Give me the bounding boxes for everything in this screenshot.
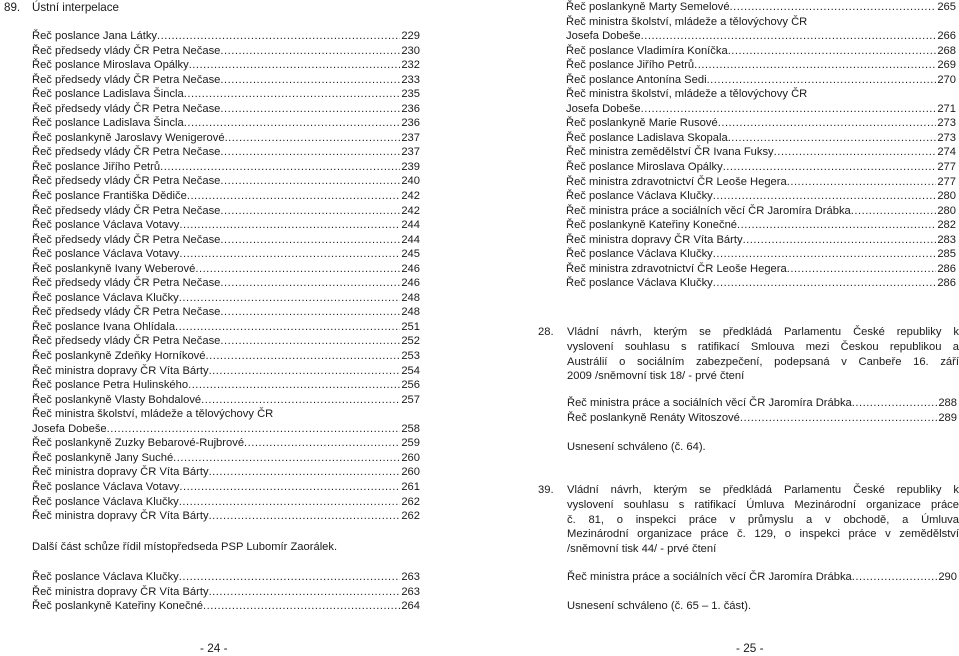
toc-page-number: 259 [401, 437, 420, 450]
toc-entry [566, 58, 956, 73]
toc-entry [32, 393, 420, 408]
toc-entry [566, 233, 956, 248]
toc-leader-dots [244, 436, 400, 451]
toc-leader-dots [220, 334, 400, 349]
toc-entry-text: Řeč poslankyně Ivany Weberové [32, 262, 196, 275]
toc-entry [32, 189, 420, 204]
toc-page-number: 265 [937, 1, 956, 13]
toc-entry-text: Řeč ministra dopravy ČR Víta Bárty [32, 364, 209, 377]
toc-entry-text: Řeč poslance Václava Votavy [32, 248, 180, 261]
toc-entry-text: Řeč předsedy vlády ČR Petra Nečase [32, 44, 221, 57]
toc-entry [32, 145, 420, 160]
agenda-item-title [567, 483, 959, 557]
toc-entry [32, 29, 420, 44]
toc-entry [566, 262, 956, 277]
agenda-item-title-line: vyslovení souhlasu s ratifikací Smlouva mezi Českou republikou a [567, 340, 959, 353]
toc-leader-dots [728, 44, 937, 59]
toc-entry [566, 87, 956, 102]
toc-leader-dots [220, 174, 400, 189]
toc-leader-dots [179, 291, 401, 306]
toc-entry [32, 44, 420, 59]
toc-entry-text: Řeč poslankyně Kateřiny Konečné [566, 219, 738, 232]
toc-entry-text: Řeč poslance Miroslava Opálky [32, 59, 189, 72]
toc-leader-dots [220, 44, 400, 59]
agenda-item-title-line: Mezinárodní organizace práce č. 129, o inspekci práce v zemědělství [567, 528, 959, 541]
toc-entry [566, 44, 956, 59]
toc-page-number: 260 [401, 451, 420, 464]
toc-entry-text: Řeč poslankyně Vlasty Bohdalové [32, 393, 202, 406]
toc-entry [32, 233, 420, 248]
toc-entry-text: Řeč poslance Františka Dědiče [32, 190, 187, 203]
toc-page-number: 232 [401, 59, 420, 72]
toc-entry-text: Řeč předsedy vlády ČR Petra Nečase [32, 204, 221, 217]
toc-entry [32, 599, 420, 614]
toc-page-number: 252 [401, 335, 420, 348]
toc-page-number: 266 [937, 30, 956, 43]
toc-entry-text: Řeč poslance Václava Klučky [566, 277, 713, 290]
toc-entry-text: Řeč poslance Petra Hulinského [32, 379, 189, 392]
toc-entry-text: Řeč předsedy vlády ČR Petra Nečase [32, 102, 221, 115]
toc-entry [566, 276, 956, 291]
toc-page-number: 270 [937, 73, 956, 86]
toc-entry-text: Řeč poslance Vladimíra Koníčka [566, 44, 728, 57]
toc-leader-dots [179, 495, 401, 510]
toc-leader-dots [707, 73, 937, 88]
toc-entry-text: Řeč ministra dopravy ČR Víta Bárty [32, 585, 209, 598]
agenda-item-title-line: Vládní návrh, kterým se předkládá Parlamentu České republiky k [567, 484, 959, 496]
toc-entry-text: Řeč poslance Jiřího Petrů [566, 59, 695, 72]
toc-page-number: 274 [937, 146, 956, 159]
toc-page-number: 262 [401, 510, 420, 523]
toc-leader-dots [718, 116, 937, 131]
toc-page-number: 253 [401, 350, 420, 363]
toc-page-number: 260 [401, 466, 420, 479]
toc-leader-dots [209, 465, 401, 480]
toc-entry-text: Řeč předsedy vlády ČR Petra Nečase [32, 146, 221, 159]
toc-leader-dots [220, 305, 400, 320]
toc-page-number: 271 [937, 102, 956, 115]
toc-page-number: 288 [938, 397, 957, 409]
toc-page-number: 269 [937, 59, 956, 72]
toc-entry-text: Řeč poslankyně Jany Suché [32, 451, 174, 464]
toc-entry-text: Řeč poslance Václava Klučky [32, 291, 179, 304]
toc-leader-dots [188, 378, 400, 393]
toc-page-number: 251 [401, 320, 420, 333]
toc-entry [566, 145, 956, 160]
toc-entry-text: Řeč poslankyně Marty Semelové [566, 1, 730, 13]
agenda-item-number: 39. [538, 484, 554, 496]
toc-page-number: 254 [401, 364, 420, 377]
left-entry-list-b [32, 570, 420, 614]
toc-leader-dots [220, 204, 400, 219]
toc-leader-dots [184, 87, 401, 102]
toc-entry-text: Řeč ministra školství, mládeže a tělovýchovy ČR [566, 88, 808, 101]
toc-page-number: 263 [401, 585, 420, 598]
toc-entry [32, 131, 420, 146]
toc-page-number: 264 [401, 600, 420, 613]
toc-entry [32, 102, 420, 117]
toc-entry-text: Řeč předsedy vlády ČR Petra Nečase [32, 175, 221, 188]
toc-leader-dots [179, 218, 400, 233]
toc-entry-text: Řeč poslance Ladislava Skopala [566, 131, 728, 144]
toc-page-number: 268 [937, 44, 956, 57]
toc-leader-dots [175, 320, 400, 335]
toc-entry [32, 87, 420, 102]
toc-page-number: 285 [937, 248, 956, 261]
item-39-entries [567, 570, 957, 585]
toc-entry [566, 116, 956, 131]
toc-page-number: 236 [401, 102, 420, 115]
toc-entry [32, 160, 420, 175]
toc-entry-text: Řeč poslankyně Marie Rusové [566, 117, 718, 130]
agenda-item-title [567, 325, 959, 384]
agenda-item-title-line: /sněmovní tisk 44/ - prvé čtení [567, 543, 717, 556]
toc-leader-dots [203, 599, 400, 614]
toc-leader-dots [206, 349, 401, 364]
toc-entry [566, 247, 956, 262]
toc-entry [567, 411, 957, 426]
toc-page-number: 246 [401, 262, 420, 275]
toc-leader-dots [173, 451, 400, 466]
toc-leader-dots [209, 585, 401, 600]
toc-leader-dots [160, 160, 400, 175]
toc-leader-dots [787, 175, 937, 190]
toc-entry [32, 276, 420, 291]
toc-leader-dots [730, 0, 937, 15]
agenda-item-title-line: Vládní návrh, kterým se předkládá Parlamentu České republiky k [567, 326, 959, 338]
toc-entry [32, 407, 420, 422]
agenda-item-title-line: Austrálií o sociálním zabezpečení, podepsaná v Canbeře 16. září [567, 355, 959, 368]
chair-note: Další část schůze řídil místopředseda PSP Lubomír Zaorálek. [32, 541, 338, 553]
toc-entry-text: Řeč poslance Václava Votavy [32, 480, 180, 493]
toc-leader-dots [220, 276, 400, 291]
toc-leader-dots [179, 570, 401, 585]
toc-entry [566, 160, 956, 175]
toc-entry-text: Řeč ministra dopravy ČR Víta Bárty [32, 510, 209, 523]
toc-page-number: 244 [401, 233, 420, 246]
toc-page-number: 229 [401, 30, 420, 42]
toc-entry [566, 204, 956, 219]
toc-entry [32, 465, 420, 480]
toc-leader-dots [641, 102, 937, 117]
item-28-entries [567, 396, 957, 425]
toc-entry-text: Josefa Dobeše [32, 422, 107, 435]
toc-leader-dots [740, 411, 937, 426]
toc-entry-text: Řeč poslankyně Zdeňky Horníkové [32, 350, 206, 363]
toc-entry [32, 495, 420, 510]
section-title: Ústní interpelace [32, 1, 119, 14]
toc-leader-dots [723, 160, 937, 175]
toc-page-number: 273 [937, 117, 956, 130]
toc-entry [566, 15, 956, 30]
toc-entry-text: Řeč předsedy vlády ČR Petra Nečase [32, 233, 221, 246]
toc-leader-dots [774, 145, 937, 160]
toc-entry [32, 509, 420, 524]
toc-entry [566, 189, 956, 204]
toc-leader-dots [187, 189, 400, 204]
toc-entry [32, 291, 420, 306]
toc-leader-dots [179, 480, 400, 495]
toc-entry [566, 218, 956, 233]
toc-entry [567, 396, 957, 411]
toc-entry [566, 102, 956, 117]
toc-entry-text: Řeč poslankyně Renáty Witoszové [567, 411, 740, 424]
toc-entry-text: Řeč ministra práce a sociálních věcí ČR Jaromíra Drábka [566, 204, 851, 217]
toc-leader-dots [713, 247, 937, 262]
toc-entry-text: Řeč ministra práce a sociálních věcí ČR Jaromíra Drábka [567, 397, 852, 409]
toc-page-number: 256 [401, 379, 420, 392]
toc-page-number: 286 [937, 277, 956, 290]
toc-entry-text: Josefa Dobeše [566, 30, 641, 43]
toc-page-number: 258 [401, 422, 420, 435]
toc-entry [566, 0, 956, 15]
toc-entry [567, 570, 957, 585]
toc-leader-dots [641, 29, 937, 44]
toc-entry-text: Řeč poslance Václava Klučky [566, 248, 713, 261]
toc-entry-text: Řeč předsedy vlády ČR Petra Nečase [32, 277, 221, 290]
toc-entry [32, 73, 420, 88]
toc-page-number: 289 [938, 411, 957, 424]
agenda-item-number: 28. [538, 326, 554, 338]
toc-entry [32, 349, 420, 364]
toc-entry-text: Josefa Dobeše [566, 102, 641, 115]
toc-leader-dots [184, 116, 401, 131]
toc-entry-text: Řeč poslankyně Kateřiny Konečné [32, 600, 204, 613]
toc-entry [32, 334, 420, 349]
toc-page-number: 242 [401, 204, 420, 217]
toc-entry [32, 204, 420, 219]
toc-entry [32, 218, 420, 233]
toc-entry [566, 29, 956, 44]
toc-page-number: 248 [401, 306, 420, 319]
toc-entry-text: Řeč ministra zemědělství ČR Ivana Fuksy [566, 146, 774, 159]
toc-page-number: 257 [401, 393, 420, 406]
toc-page-number: 280 [937, 190, 956, 203]
toc-leader-dots [107, 422, 401, 437]
toc-entry-text: Řeč předsedy vlády ČR Petra Nečase [32, 306, 221, 319]
toc-entry-text: Řeč předsedy vlády ČR Petra Nečase [32, 73, 221, 86]
right-entry-list-a [566, 0, 956, 291]
toc-entry-text: Řeč poslance Antonína Sedi [566, 73, 707, 86]
toc-leader-dots [201, 393, 400, 408]
toc-leader-dots [852, 396, 938, 411]
toc-page-number: 236 [401, 117, 420, 130]
section-number: 89. [4, 1, 21, 14]
toc-entry-text: Řeč ministra školství, mládeže a tělovýchovy ČR [32, 408, 274, 421]
toc-leader-dots [225, 131, 401, 146]
item-28-resolution: Usnesení schváleno (č. 64). [567, 441, 706, 453]
toc-page-number: 237 [401, 131, 420, 144]
toc-page-number: 263 [401, 571, 420, 583]
toc-leader-dots [209, 509, 401, 524]
toc-entry-text: Řeč poslance Jiřího Petrů [32, 160, 161, 173]
toc-entry [566, 73, 956, 88]
toc-page-number: 248 [401, 291, 420, 304]
toc-leader-dots [713, 276, 937, 291]
toc-entry-text: Řeč poslance Jana Látky [32, 30, 158, 42]
toc-entry-text: Řeč ministra dopravy ČR Víta Bárty [32, 466, 209, 479]
toc-page-number: 244 [401, 219, 420, 232]
toc-leader-dots [220, 145, 400, 160]
toc-leader-dots [220, 102, 400, 117]
toc-entry-text: Řeč poslance Ivana Ohlídala [32, 320, 176, 333]
toc-entry [32, 480, 420, 495]
toc-page-number: 240 [401, 175, 420, 188]
toc-entry [32, 585, 420, 600]
toc-entry-text: Řeč poslankyně Jaroslavy Wenigerové [32, 131, 225, 144]
toc-leader-dots [195, 262, 400, 277]
toc-entry [32, 58, 420, 73]
toc-entry [32, 262, 420, 277]
toc-entry [566, 131, 956, 146]
toc-leader-dots [157, 29, 400, 44]
toc-leader-dots [220, 73, 400, 88]
toc-entry [32, 174, 420, 189]
toc-leader-dots [852, 570, 938, 585]
toc-entry [32, 305, 420, 320]
toc-entry-text: Řeč poslance Václava Klučky [32, 495, 179, 508]
toc-leader-dots [694, 58, 936, 73]
toc-leader-dots [737, 218, 936, 233]
agenda-item-title-line: vyslovení souhlasu s ratifikací Úmluva Mezinárodní organizace práce [567, 498, 959, 511]
toc-page-number: 286 [937, 262, 956, 275]
toc-entry-text: Řeč ministra zdravotnictví ČR Leoše Hegera [566, 262, 787, 275]
section-heading [4, 1, 119, 14]
toc-entry-text: Řeč poslance Miroslava Opálky [566, 161, 723, 174]
toc-page-number: 277 [937, 175, 956, 188]
toc-leader-dots [851, 204, 937, 219]
toc-page-number: 290 [938, 571, 957, 583]
toc-page-number: 282 [937, 219, 956, 232]
toc-page-number: 262 [401, 495, 420, 508]
toc-leader-dots [728, 131, 937, 146]
toc-leader-dots [220, 233, 400, 248]
toc-entry-text: Řeč poslance Václava Votavy [32, 219, 180, 232]
toc-page-number: 233 [401, 73, 420, 86]
item-39-resolution: Usnesení schváleno (č. 65 – 1. část). [567, 600, 752, 612]
toc-entry-text: Řeč předsedy vlády ČR Petra Nečase [32, 335, 221, 348]
toc-page-number: 277 [937, 161, 956, 174]
toc-page-number: 235 [401, 88, 420, 101]
toc-entry [32, 364, 420, 379]
toc-leader-dots [179, 247, 400, 262]
page-number-left: - 24 - [200, 641, 228, 655]
toc-page-number: 273 [937, 131, 956, 144]
page-number-right: - 25 - [736, 641, 764, 655]
agenda-item-title-line: č. 81, o inspekci práce v průmyslu a v obchodě, a Úmluva [567, 513, 959, 526]
agenda-item-title-line: 2009 /sněmovní tisk 18/ - prvé čtení [567, 370, 745, 383]
toc-entry [32, 436, 420, 451]
toc-page-number: 245 [401, 248, 420, 261]
toc-entry [32, 378, 420, 393]
toc-leader-dots [189, 58, 401, 73]
left-entry-list-a [32, 29, 420, 524]
toc-leader-dots [713, 189, 937, 204]
toc-entry [32, 320, 420, 335]
toc-page-number: 280 [937, 204, 956, 217]
toc-page-number: 239 [401, 160, 420, 173]
toc-entry-text: Řeč ministra zdravotnictví ČR Leoše Hegera [566, 175, 787, 188]
toc-entry [566, 175, 956, 190]
toc-leader-dots [743, 233, 937, 248]
toc-entry-text: Řeč ministra školství, mládeže a tělovýchovy ČR [566, 15, 808, 28]
toc-entry-text: Řeč ministra práce a sociálních věcí ČR Jaromíra Drábka [567, 571, 852, 583]
toc-entry [32, 247, 420, 262]
toc-entry-text: Řeč poslance Ladislava Šincla [32, 88, 184, 101]
toc-entry-text: Řeč poslance Václava Klučky [32, 571, 179, 583]
toc-page-number: 246 [401, 277, 420, 290]
toc-page-number: 242 [401, 190, 420, 203]
toc-leader-dots [787, 262, 937, 277]
toc-page-number: 261 [401, 480, 420, 493]
toc-entry-text: Řeč poslance Václava Klučky [566, 190, 713, 203]
toc-entry-text: Řeč poslance Ladislava Šincla [32, 117, 184, 130]
toc-leader-dots [209, 364, 401, 379]
toc-entry [32, 116, 420, 131]
toc-entry-text: Řeč poslankyně Zuzky Bebarové-Rujbrové [32, 437, 245, 450]
toc-entry-text: Řeč ministra dopravy ČR Víta Bárty [566, 233, 743, 246]
toc-entry [32, 451, 420, 466]
toc-page-number: 230 [401, 44, 420, 57]
toc-page-number: 237 [401, 146, 420, 159]
toc-entry [32, 570, 420, 585]
toc-page-number: 283 [937, 233, 956, 246]
toc-entry [32, 422, 420, 437]
